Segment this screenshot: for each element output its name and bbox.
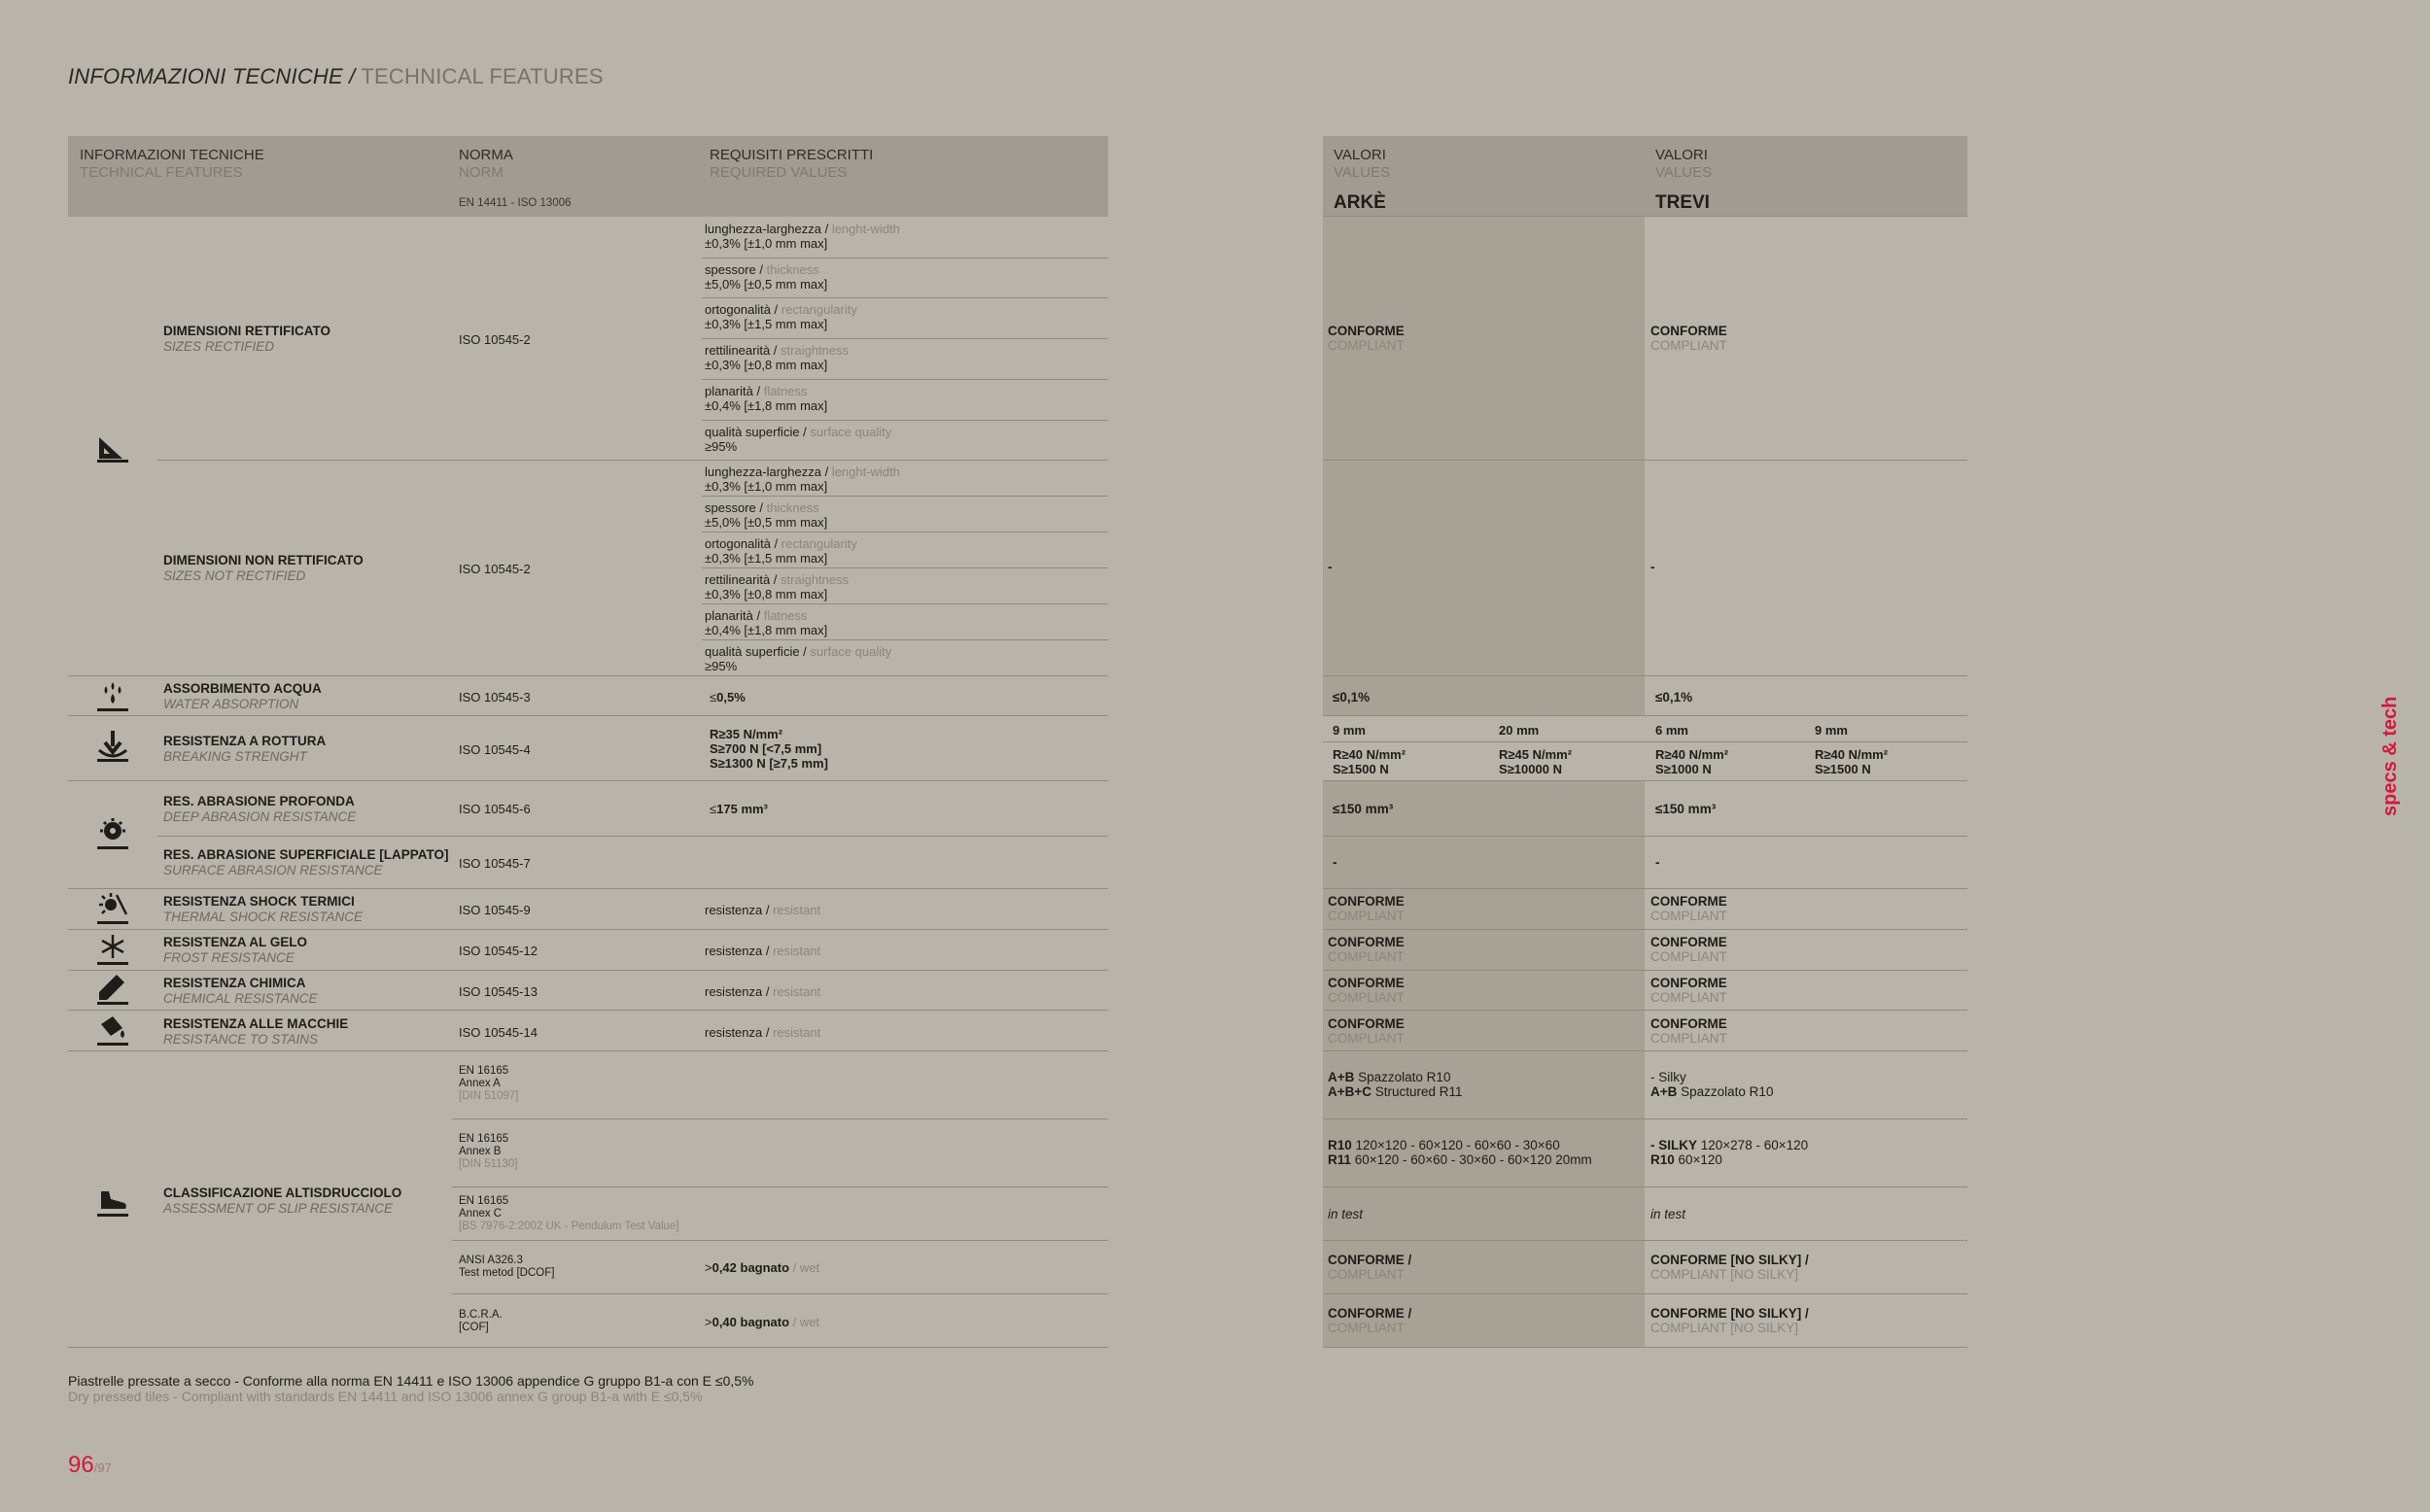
arke-surface-abrasion-value: -	[1333, 855, 1337, 870]
norm-slip-ansi: ANSI A326.3 Test metod [DCOF]	[459, 1254, 555, 1279]
arke-slip-annex-a: A+B Spazzolato R10 A+B+C Structured R11	[1328, 1070, 1463, 1099]
norm-chemical: ISO 10545-13	[459, 984, 538, 999]
requirement-row: ortogonalità / rectangularity ±0,3% [±1,5 mm max]	[705, 302, 857, 332]
side-section-label: specs & tech	[2379, 696, 2401, 816]
req-water: ≤0,5%	[710, 690, 746, 704]
norm-breaking: ISO 10545-4	[459, 742, 531, 757]
feature-frost-resistance: RESISTENZA AL GELO FROST RESISTANCE	[163, 935, 308, 965]
arke-not-rectified-value: -	[1328, 560, 1333, 574]
req-deep-abrasion: ≤175 mm³	[710, 802, 768, 816]
requirement-row: qualità superficie / surface quality ≥95%	[705, 424, 892, 454]
req-stains: resistenza / resistant	[705, 1025, 821, 1040]
feature-breaking-strength: RESISTENZA A ROTTURA BREAKING STRENGHT	[163, 734, 327, 764]
page-number: 96/97	[68, 1452, 112, 1478]
requirement-row: qualità superficie / surface quality ≥95%	[705, 644, 892, 673]
trevi-slip-ansi: CONFORME [NO SILKY] / COMPLIANT [NO SILKY]	[1650, 1253, 1809, 1282]
arke-rectified-value: CONFORME COMPLIANT	[1328, 324, 1405, 353]
trevi-thickness-2: 9 mm	[1815, 723, 1848, 738]
trevi-frost-value: CONFORME COMPLIANT	[1650, 935, 1727, 964]
arke-frost-value: CONFORME COMPLIANT	[1328, 935, 1405, 964]
norm-slip-bcra: B.C.R.A. [COF]	[459, 1309, 503, 1333]
req-chemical: resistenza / resistant	[705, 984, 821, 999]
trevi-break-9mm: R≥40 N/mm² S≥1500 N	[1815, 747, 1889, 776]
header-col-norm: NORMA NORM	[459, 147, 513, 181]
feature-stain-resistance: RESISTENZA ALLE MACCHIE RESISTANCE TO STAINS	[163, 1016, 349, 1047]
req-frost: resistenza / resistant	[705, 944, 821, 958]
snowflake-icon	[95, 932, 130, 967]
feature-deep-abrasion: RES. ABRASIONE PROFONDA DEEP ABRASION RESISTANCE	[163, 794, 357, 824]
norm-surface-abrasion: ISO 10545-7	[459, 856, 531, 871]
feature-thermal-shock: RESISTENZA SHOCK TERMICI THERMAL SHOCK RESISTANCE	[163, 894, 364, 924]
row-divider	[702, 496, 1108, 497]
norm-rectified: ISO 10545-2	[459, 332, 531, 347]
norm-slip-annex-c: EN 16165 Annex C [BS 7976-2:2002 UK - Pendulum Test Value]	[459, 1195, 679, 1232]
shoe-slip-icon	[95, 1184, 130, 1219]
trevi-thickness-1: 6 mm	[1655, 723, 1688, 738]
feature-water-absorption: ASSORBIMENTO ACQUA WATER ABSORPTION	[163, 681, 322, 711]
arke-thickness-1: 9 mm	[1333, 723, 1366, 738]
req-slip-ansi: >0,42 bagnato / wet	[705, 1260, 820, 1275]
trevi-break-6mm: R≥40 N/mm² S≥1000 N	[1655, 747, 1729, 776]
trevi-chemical-value: CONFORME COMPLIANT	[1650, 976, 1727, 1005]
trevi-slip-annex-a: - Silky A+B Spazzolato R10	[1650, 1070, 1774, 1099]
trevi-surface-abrasion-value: -	[1655, 855, 1660, 870]
norm-slip-annex-a: EN 16165 Annex A [DIN 51097]	[459, 1065, 519, 1102]
norm-frost: ISO 10545-12	[459, 944, 538, 958]
pressure-arrow-icon	[95, 729, 130, 764]
arke-thermal-shock-value: CONFORME COMPLIANT	[1328, 894, 1405, 923]
arke-slip-bcra: CONFORME / COMPLIANT	[1328, 1306, 1412, 1335]
requirement-row: rettilinearità / straightness ±0,3% [±0,8 mm max]	[705, 343, 850, 373]
arke-slip-annex-c: in test	[1328, 1207, 1364, 1221]
trevi-stains-value: CONFORME COMPLIANT	[1650, 1016, 1727, 1046]
trevi-rectified-value: CONFORME COMPLIANT	[1650, 324, 1727, 353]
norm-not-rectified: ISO 10545-2	[459, 562, 531, 576]
feature-chemical-resistance: RESISTENZA CHIMICA CHEMICAL RESISTANCE	[163, 976, 318, 1006]
requirement-row: spessore / thickness ±5,0% [±0,5 mm max]	[705, 261, 828, 292]
header-values-trevi: VALORI VALUES	[1655, 147, 1713, 181]
header-values-arke: VALORI VALUES	[1334, 147, 1391, 181]
arke-slip-annex-b: R10 120×120 - 60×120 - 60×60 - 30×60 R11 60×120 - 60×60 - 30×60 - 60×120 20mm	[1328, 1138, 1592, 1167]
thermal-shock-icon	[95, 891, 130, 926]
trevi-deep-abrasion-value: ≤150 mm³	[1655, 802, 1717, 816]
row-divider	[702, 297, 1108, 298]
norm-deep-abrasion: ISO 10545-6	[459, 802, 531, 816]
arke-deep-abrasion-value: ≤150 mm³	[1333, 802, 1394, 816]
product-name-trevi: TREVI	[1655, 192, 1710, 213]
feature-sizes-not-rectified: DIMENSIONI NON RETTIFICATO SIZES NOT RECTIFIED	[163, 553, 364, 583]
norm-thermal-shock: ISO 10545-9	[459, 903, 531, 917]
row-divider	[702, 603, 1108, 604]
req-thermal-shock: resistenza / resistant	[705, 903, 821, 917]
requirement-row: lunghezza-larghezza / lenght-width ±0,3% [±1,0 mm max]	[705, 222, 900, 251]
header-col-required: REQUISITI PRESCRITTI REQUIRED VALUES	[710, 147, 874, 181]
requirement-row: lunghezza-larghezza / lenght-width ±0,3% [±1,0 mm max]	[705, 464, 900, 494]
trevi-slip-annex-c: in test	[1650, 1207, 1686, 1221]
row-divider	[702, 532, 1108, 533]
set-square-icon	[95, 430, 130, 464]
trevi-not-rectified-value: -	[1650, 560, 1655, 574]
row-divider	[702, 420, 1108, 421]
header-col-features: INFORMAZIONI TECNICHE TECHNICAL FEATURES	[80, 147, 264, 181]
req-slip-bcra: >0,40 bagnato / wet	[705, 1315, 820, 1329]
requirement-row: rettilinearità / straightness ±0,3% [±0,8 mm max]	[705, 572, 850, 601]
stain-bucket-icon	[95, 1013, 130, 1048]
trevi-thermal-shock-value: CONFORME COMPLIANT	[1650, 894, 1727, 923]
feature-slip-resistance: CLASSIFICAZIONE ALTISDRUCCIOLO ASSESSMENT OF SLIP RESISTANCE	[163, 1186, 402, 1216]
row-divider	[702, 567, 1108, 568]
trevi-slip-bcra: CONFORME [NO SILKY] / COMPLIANT [NO SILKY]	[1650, 1306, 1809, 1335]
row-divider	[702, 639, 1108, 640]
values-header	[1323, 136, 1967, 217]
arke-water-value: ≤0,1%	[1333, 690, 1371, 704]
norm-water: ISO 10545-3	[459, 690, 531, 704]
arke-break-20mm: R≥45 N/mm² S≥10000 N	[1499, 747, 1573, 776]
req-breaking: R≥35 N/mm² S≥700 N [<7,5 mm] S≥1300 N [≥7,5 mm]	[710, 727, 828, 771]
requirement-row: planarità / flatness ±0,4% [±1,8 mm max]	[705, 608, 828, 637]
norm-slip-annex-b: EN 16165 Annex B [DIN 51130]	[459, 1133, 518, 1170]
requirement-row: spessore / thickness ±5,0% [±0,5 mm max]	[705, 500, 828, 530]
arke-thickness-2: 20 mm	[1499, 723, 1540, 738]
header-norm-extra: EN 14411 - ISO 13006	[459, 197, 572, 209]
page-title: INFORMAZIONI TECNICHE / TECHNICAL FEATURES	[68, 64, 604, 88]
arke-stains-value: CONFORME COMPLIANT	[1328, 1016, 1405, 1046]
requirement-row: ortogonalità / rectangularity ±0,3% [±1,5 mm max]	[705, 536, 857, 566]
product-name-arke: ARKÈ	[1334, 192, 1386, 213]
norm-stains: ISO 10545-14	[459, 1025, 538, 1040]
footnote: Piastrelle pressate a secco - Conforme alla norma EN 14411 e ISO 13006 appendice G gruppo B1-a con E ≤0,5% Dry pressed tiles - Compliant with standards EN 14411 and ISO 13006 annex G group B1-a with E ≤0,5%	[68, 1373, 754, 1404]
chemical-flask-icon	[95, 972, 130, 1007]
row-divider	[702, 338, 1108, 339]
trevi-water-value: ≤0,1%	[1655, 690, 1693, 704]
requirement-row: planarità / flatness ±0,4% [±1,8 mm max]	[705, 383, 828, 413]
feature-surface-abrasion: RES. ABRASIONE SUPERFICIALE [LAPPATO] SURFACE ABRASION RESISTANCE	[163, 847, 449, 877]
water-drops-icon	[95, 678, 130, 713]
arke-chemical-value: CONFORME COMPLIANT	[1328, 976, 1405, 1005]
row-divider	[702, 379, 1108, 380]
feature-sizes-rectified: DIMENSIONI RETTIFICATO SIZES RECTIFIED	[163, 324, 330, 354]
trevi-slip-annex-b: - SILKY 120×278 - 60×120 R10 60×120	[1650, 1138, 1809, 1167]
abrasion-disc-icon	[95, 816, 130, 851]
arke-slip-ansi: CONFORME / COMPLIANT	[1328, 1253, 1412, 1282]
arke-break-9mm: R≥40 N/mm² S≥1500 N	[1333, 747, 1406, 776]
